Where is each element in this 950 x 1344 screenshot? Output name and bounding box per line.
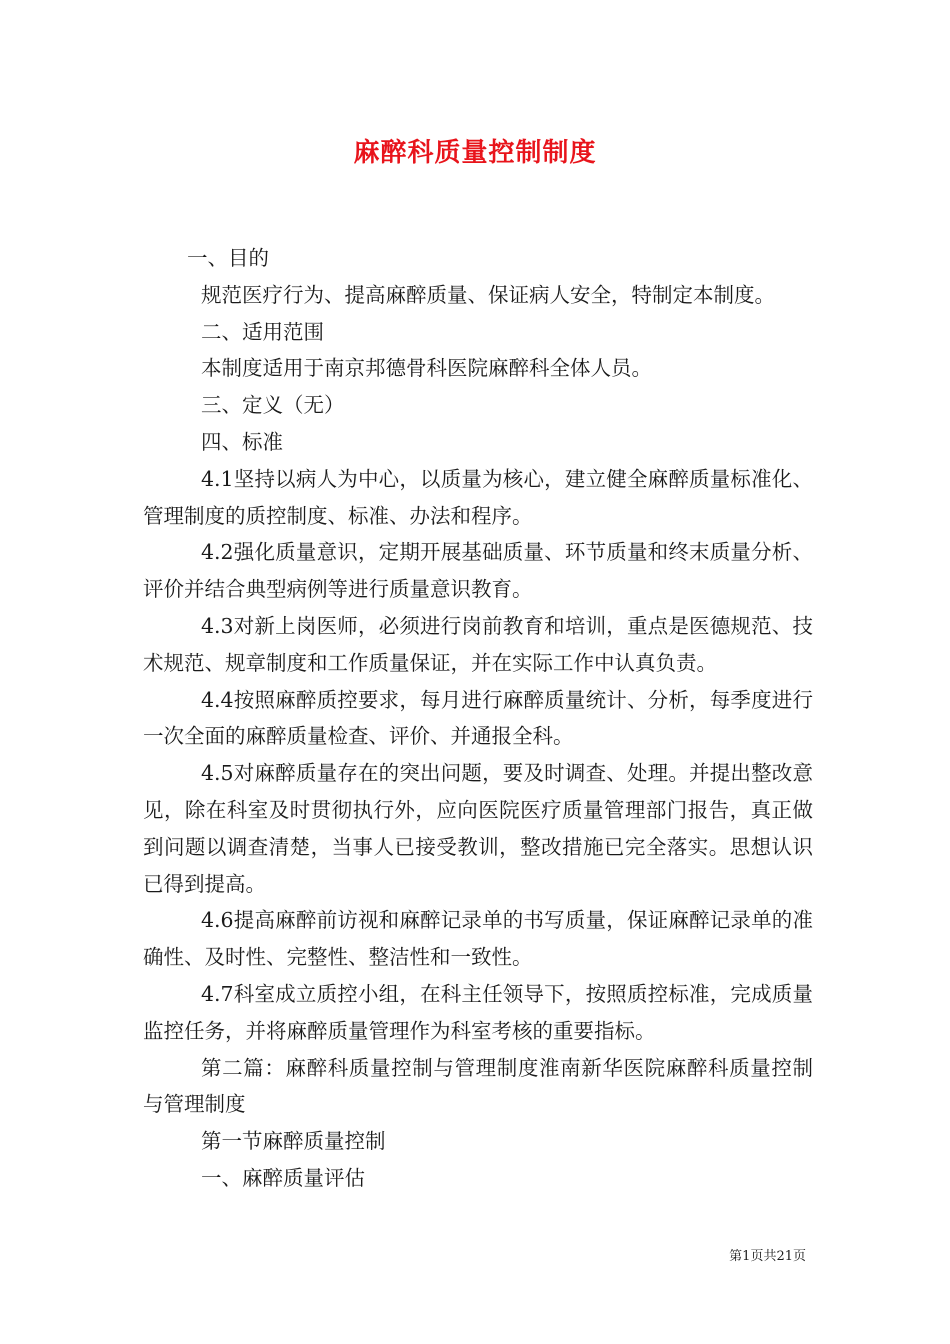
standard-item-4-1: 4.1坚持以病人为中心，以质量为核心，建立健全麻醉质量标准化、管理制度的质控制度、标准、办法和程序。 [143,466,813,528]
standard-item-4-6: 4.6提高麻醉前访视和麻醉记录单的书写质量，保证麻醉记录单的准确性、及时性、完整性、整洁性和一致性。 [143,908,813,970]
document-title: 麻醉科质量控制制度 [353,138,597,168]
section-heading-definition: 三、定义（无） [201,393,345,418]
section-heading-scope: 二、适用范围 [201,319,324,344]
part2-sub-heading: 一、麻醉质量评估 [201,1165,365,1190]
standard-item-4-4: 4.4按照麻醉质控要求，每月进行麻醉质量统计、分析，每季度进行一次全面的麻醉质量检查、评价、并通报全科。 [143,687,813,749]
section-text-scope: 本制度适用于南京邦德骨科医院麻醉科全体人员。 [201,356,652,381]
part2-heading: 第二篇：麻醉科质量控制与管理制度淮南新华医院麻醉科质量控制与管理制度 [143,1055,813,1117]
section-heading-standards: 四、标准 [201,429,283,454]
section-text-purpose: 规范医疗行为、提高麻醉质量、保证病人安全，特制定本制度。 [201,282,775,307]
standard-item-4-2: 4.2强化质量意识，定期开展基础质量、环节质量和终末质量分析、评价并结合典型病例等进行质量意识教育。 [143,540,813,602]
standard-item-4-5: 4.5对麻醉质量存在的突出问题，要及时调查、处理。并提出整改意见，除在科室及时贯彻执行外，应向医院医疗质量管理部门报告，真正做到问题以调查清楚，当事人已接受教训，整改措施已完全落实。思想认识已得到提高。 [143,761,813,896]
section-heading-purpose: 一、目的 [187,246,269,270]
page-number: 第1页共21页 [729,1249,806,1264]
part2-section-heading: 第一节麻醉质量控制 [201,1129,386,1154]
document-body [143,240,813,1197]
standard-item-4-7: 4.7科室成立质控小组，在科主任领导下，按照质控标准，完成质量监控任务，并将麻醉质量管理作为科室考核的重要指标。 [143,981,813,1043]
standard-item-4-3: 4.3对新上岗医师，必须进行岗前教育和培训，重点是医德规范、技术规范、规章制度和工作质量保证，并在实际工作中认真负责。 [143,613,813,675]
